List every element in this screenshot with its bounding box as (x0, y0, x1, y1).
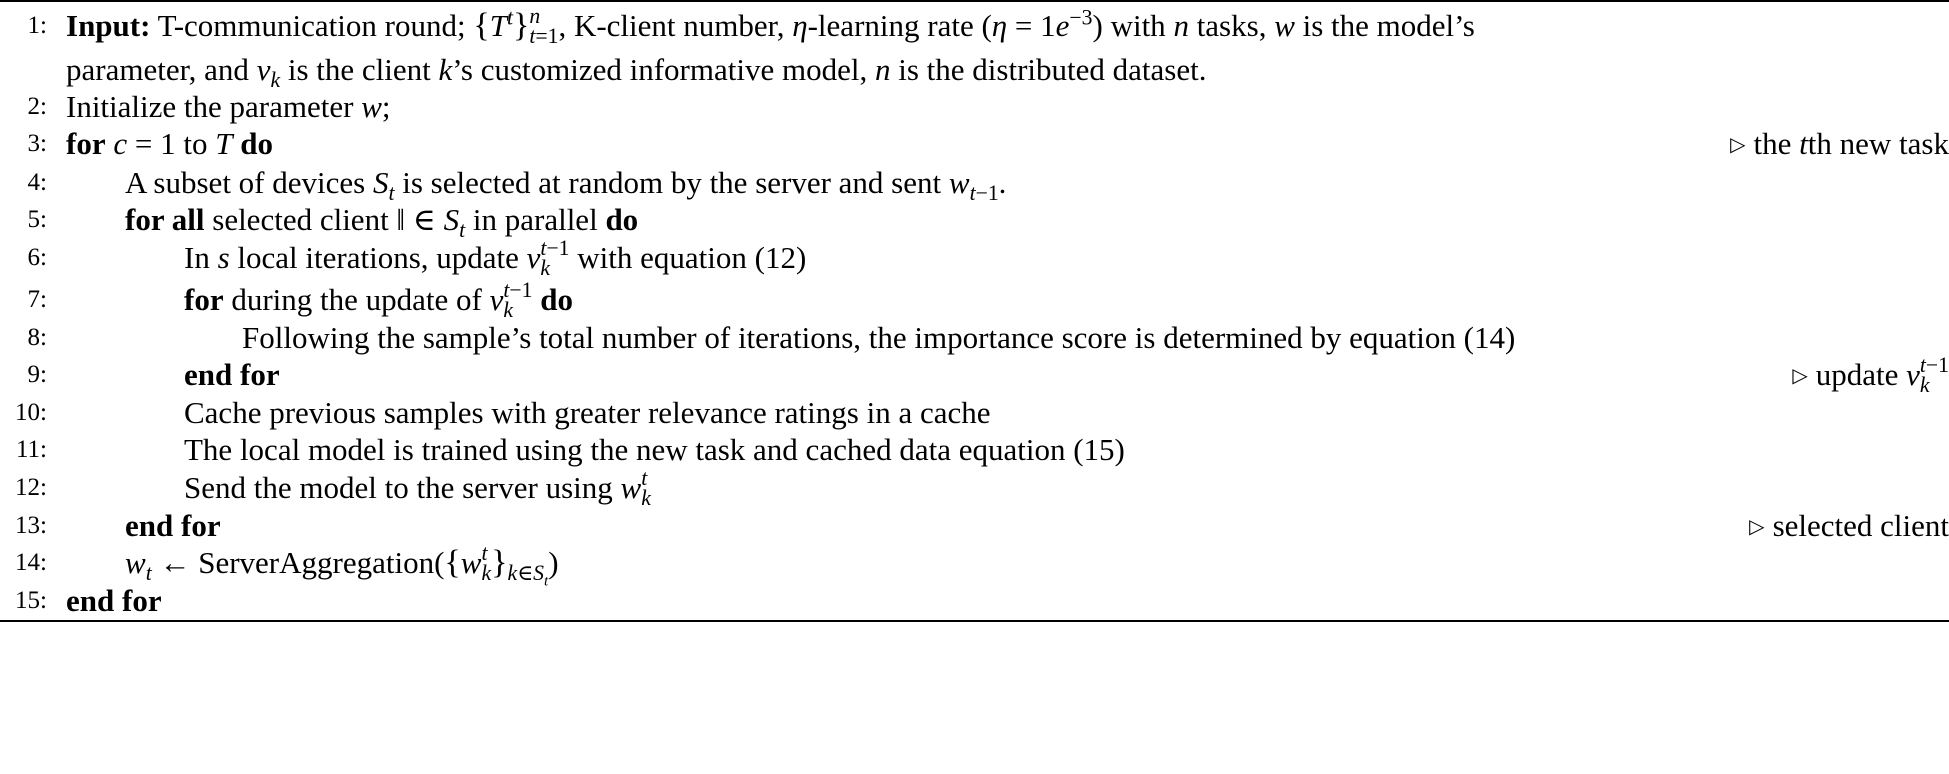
line-body: end for (66, 583, 162, 618)
line-number: 15: (15, 587, 47, 614)
line-body: A subset of devices $S_t$ is selected at random by the server and sent $w_{t-1}$. (125, 165, 1007, 206)
comment-triangle-icon: ▷ (1730, 134, 1746, 156)
line-body: end for (184, 357, 280, 392)
line-body: Following the sample’s total number of iterations, the importance score is determined by equation (14) (242, 320, 1516, 355)
line-body: Initialize the parameter w; (66, 89, 391, 124)
line-number: 13: (15, 512, 47, 539)
line-number: 12: (15, 474, 47, 501)
line-number: 10: (15, 399, 47, 426)
line-number: 2: (27, 93, 47, 120)
line-number: 11: (15, 436, 47, 463)
line-body: for during the update of v t−1 k do (184, 278, 573, 322)
line-number: 7: (27, 286, 47, 313)
line-comment: ▷ the tth new task (1730, 126, 1949, 161)
line-comment: ▷ update v t−1 k (1792, 353, 1949, 397)
line-body: for c = 1 to T do (66, 126, 273, 161)
line-body: The local model is trained using the new task and cached data equation (15) (184, 432, 1125, 467)
line-number: 1: (27, 12, 47, 39)
line-number: 6: (27, 244, 47, 271)
line-body: end for (125, 508, 221, 543)
line-body: In s local iterations, update v t−1 k with equation (12) (184, 236, 807, 280)
line-number: 4: (27, 169, 47, 196)
line-body: Cache previous samples with greater relevance ratings in a cache (184, 395, 991, 430)
comment-triangle-icon: ▷ (1749, 516, 1765, 538)
line-number: 9: (27, 361, 47, 388)
line-number: 14: (15, 549, 47, 576)
line-number: 8: (27, 324, 47, 351)
input-label: Input: (66, 8, 151, 43)
line-number: 3: (27, 130, 47, 157)
line-body: Send the model to the server using w t k (184, 466, 651, 510)
comment-triangle-icon: ▷ (1792, 365, 1808, 387)
bottom-rule (0, 620, 1949, 622)
line-body: $w_t$ ← ServerAggregation({w t k }$_{k\in S_t}$) (125, 541, 559, 590)
line-comment: ▷ selected client (1749, 508, 1949, 543)
line-body: for all selected client ‖ ∈ $S_t$ in parallel do (125, 202, 639, 243)
line-number: 5: (27, 206, 47, 233)
line-body: parameter, and $v_k$ is the client k’s customized informative model, n is the distributed dataset. (66, 52, 1207, 93)
line-body: Input: T-communication round; $\{T^t\}$ n t=1 , K-client number, η-learning rate $(\eta = 1e^{-3})$ with n tasks, w is the model’s (66, 4, 1475, 48)
